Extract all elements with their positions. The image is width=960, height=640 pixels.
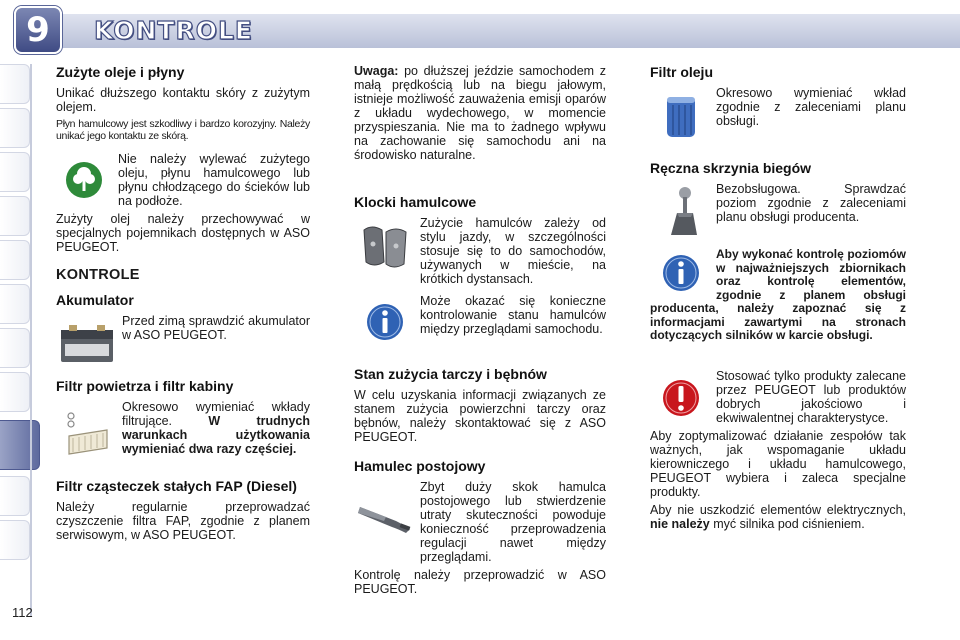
battery-text: Przed zimą sprawdzić akumulator w ASO PEUGEOT. xyxy=(122,314,310,342)
side-divider xyxy=(30,64,32,616)
side-tab[interactable] xyxy=(0,520,30,560)
page-number: 112 xyxy=(12,605,33,620)
warning-text-2: Aby zoptymalizować działanie zespołów tak ważnych, jak wspomaganie układu kierowniczego i układu hamulcowego, PEUGEOT wybiera i zaleca specjalne produkty. xyxy=(650,428,906,499)
side-tab[interactable] xyxy=(0,152,30,192)
parking-title: Hamulec postojowy xyxy=(354,458,486,474)
warning-text-3c: myć silnika pod ciśnieniem. xyxy=(713,516,865,531)
battery-icon xyxy=(56,314,118,372)
note-label: Uwaga: xyxy=(354,64,399,78)
oils-text-4: Zużyty olej należy przechowywać w specjalnych pojemnikach dostępnych w ASO PEUGEOT. xyxy=(56,212,310,254)
oil-filter-icon xyxy=(650,86,712,148)
fap-text: Należy regularnie przeprowadzać czyszczenie filtra FAP, zgodnie z planem serwisowym, w ASO PEUGEOT. xyxy=(56,500,310,542)
gearbox-title: Ręczna skrzynia biegów xyxy=(650,160,812,176)
pads-block xyxy=(354,216,606,290)
battery-block xyxy=(56,314,310,372)
side-tabs xyxy=(0,60,46,620)
pads-info-block xyxy=(354,294,606,350)
brake-pads-icon xyxy=(354,216,416,278)
column-3 xyxy=(650,60,906,535)
airfilter-block xyxy=(56,400,310,466)
parking-text: Zbyt duży skok hamulca postojowego lub stwierdzenie utraty skuteczności powoduje konieczność przeprowadzenia regulacji nawet między przeglądami. xyxy=(420,480,606,564)
gear-lever-icon xyxy=(650,182,712,240)
oils-text-3: Nie należy wylewać zużytego oleju, płynu hamulcowego lub płynu chłodzącego do ścieków lub na podłoże. xyxy=(118,152,310,208)
parking-brake-icon xyxy=(354,480,416,550)
oilfilter-block xyxy=(650,86,906,148)
warning-text-3b: nie należy xyxy=(650,516,710,531)
airfilter-text xyxy=(122,400,310,456)
parking-block xyxy=(354,480,606,568)
header xyxy=(0,0,960,62)
column-1 xyxy=(56,60,310,546)
warning-text-3a: Aby nie uszkodzić elementów elektrycznych, xyxy=(650,502,906,517)
oils-eco-block xyxy=(56,152,310,212)
pads-title: Klocki hamulcowe xyxy=(354,194,477,210)
airfilter-text-a: Okresowo wymieniać wkłady filtrujące. xyxy=(122,400,310,428)
pads-info-text: Może okazać się konieczne kontrolowanie stanu hamulców między przeglądami samochodu. xyxy=(420,294,606,336)
parking-text-2: Kontrolę należy przeprowadzić w ASO PEUGEOT. xyxy=(354,568,606,596)
side-tab[interactable] xyxy=(0,328,30,368)
warning-text: Stosować tylko produkty zalecane przez PEUGEOT lub produktów dobrych jakościowo i ekwiwalentnej charakterystyce. xyxy=(716,368,906,425)
airfilter-title: Filtr powietrza i filtr kabiny xyxy=(56,378,234,394)
side-tab[interactable] xyxy=(0,476,30,516)
warning-icon xyxy=(650,369,712,427)
oilfilter-text: Okresowo wymieniać wkład zgodnie z zaleceniami planu obsługi. xyxy=(716,86,906,128)
side-tab[interactable] xyxy=(0,108,30,148)
warning-text-3 xyxy=(650,503,906,531)
info-text: Aby wykonać kontrolę poziomów w najważniejszych zbiornikach oraz kontrolę elementów, zgodnie z planem obsługi producenta, należy zapoznać się z informacjami zawartymi na stronach dotyczących silników w karcie obsługi. xyxy=(650,248,906,342)
recycle-tree-icon xyxy=(56,152,112,208)
oilfilter-title: Filtr oleju xyxy=(650,64,713,80)
oils-title: Zużyte oleje i płyny xyxy=(56,64,185,80)
air-filter-icon xyxy=(56,400,118,466)
side-tab[interactable] xyxy=(0,284,30,324)
chapter-title: KONTROLE xyxy=(94,16,253,45)
info-block xyxy=(650,248,906,347)
discs-text: W celu uzyskania informacji związanych ze stanem zużycia powierzchni tarczy oraz bębnów, należy skontaktować się z ASO PEUGEOT. xyxy=(354,388,606,444)
pads-text: Zużycie hamulców zależy od stylu jazdy, w szczególności stosuje się to do samochodów, używanych w mieście, na krótkich dystansach. xyxy=(420,216,606,286)
info-icon xyxy=(354,294,416,350)
side-tab[interactable] xyxy=(0,240,30,280)
note-text xyxy=(354,64,606,162)
side-tab[interactable] xyxy=(0,372,30,412)
fap-title: Filtr cząsteczek stałych FAP (Diesel) xyxy=(56,478,297,494)
battery-title: Akumulator xyxy=(56,292,134,308)
airfilter-text-b: W trudnych warunkach użytkowania wymieniać dwa razy częściej. xyxy=(122,414,310,456)
side-tab-active[interactable] xyxy=(0,420,40,470)
kontrole-heading: KONTROLE xyxy=(56,267,140,283)
discs-title: Stan zużycia tarczy i bębnów xyxy=(354,366,547,382)
info-icon xyxy=(650,248,712,298)
gearbox-text: Bezobsługowa. Sprawdzać poziom zgodnie z zaleceniami planu obsługi producenta. xyxy=(716,182,906,224)
gearbox-block xyxy=(650,182,906,240)
oils-text-2: Płyn hamulcowy jest szkodliwy i bardzo korozyjny. Należy unikać jego kontaktu ze skórą. xyxy=(56,118,310,142)
chapter-badge: 9 xyxy=(14,6,62,54)
oils-text-1: Unikać dłuższego kontaktu skóry z zużytym olejem. xyxy=(56,86,310,114)
warning-block xyxy=(650,369,906,429)
side-tab[interactable] xyxy=(0,196,30,236)
side-tab[interactable] xyxy=(0,64,30,104)
note-body: po dłuższej jeździe samochodem z małą prędkością lub na biegu jałowym, istnieje możliwość zauważenia emisji oparów z układu wydechowego, w momencie przyspieszania. Nie ma to żadnego wpływu na zachowanie się samochodu ani na środowisko naturalne. xyxy=(354,64,606,162)
column-2 xyxy=(354,60,606,600)
